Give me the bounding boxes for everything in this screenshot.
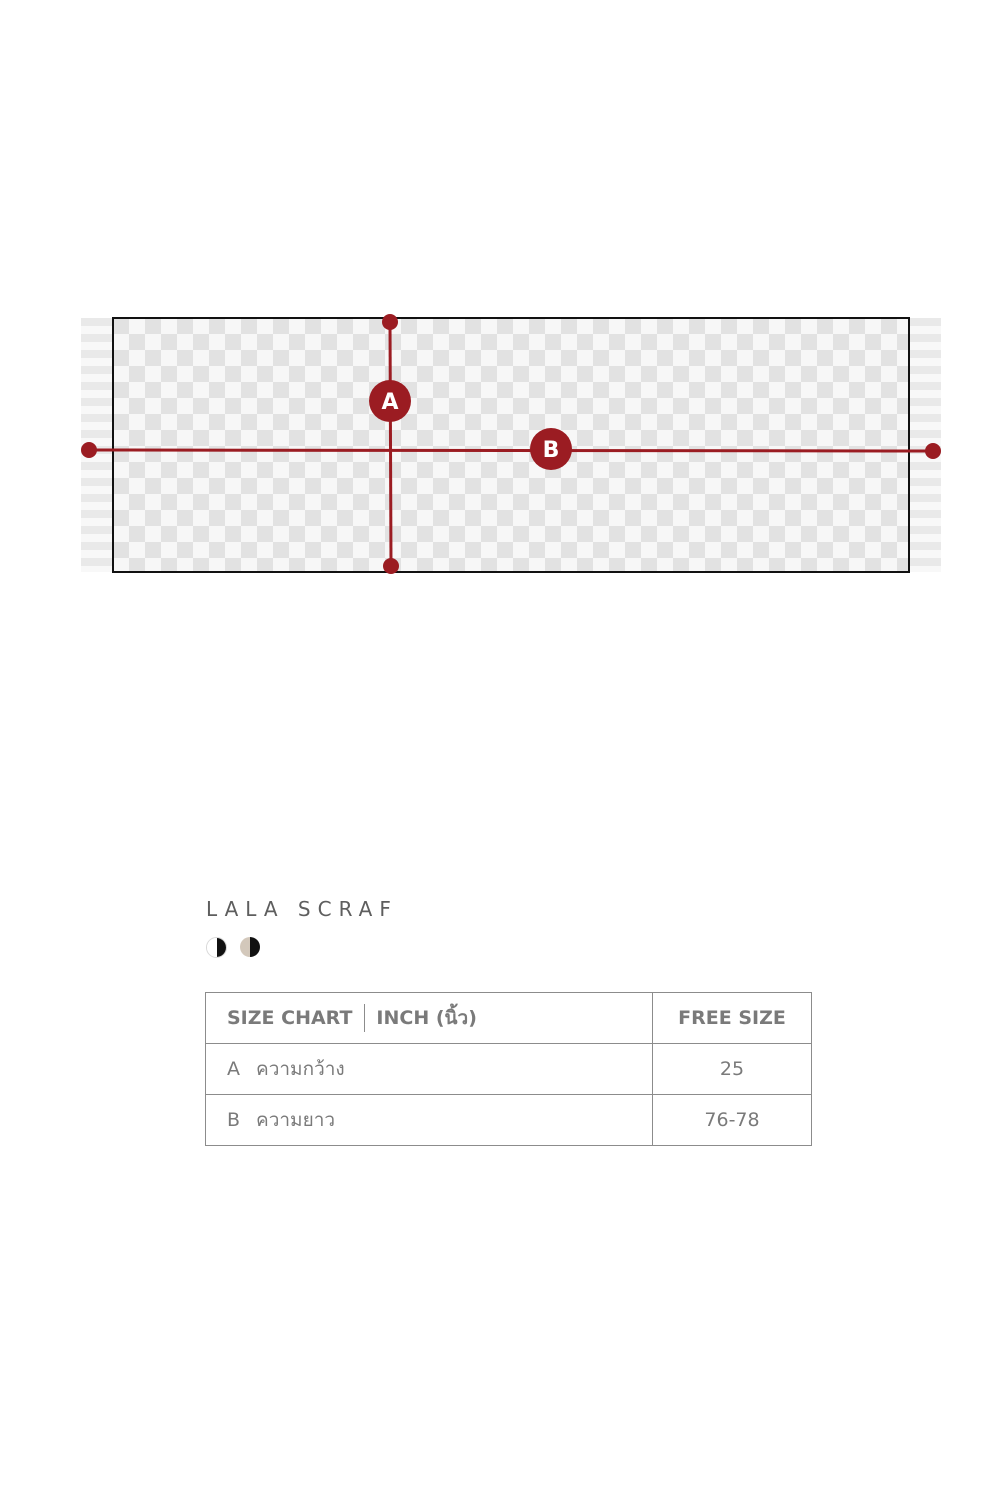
header-divider bbox=[364, 1004, 365, 1032]
measure-endpoint-bottom bbox=[383, 558, 399, 574]
measure-line-length bbox=[89, 450, 933, 451]
swatch-beige-black bbox=[240, 937, 260, 957]
marker-a-label: A bbox=[381, 390, 399, 415]
scarf-outline bbox=[113, 318, 909, 572]
table-row bbox=[206, 1095, 812, 1146]
measure-endpoint-left bbox=[81, 442, 97, 458]
size-chart-label: SIZE CHART bbox=[227, 1007, 353, 1029]
row-code: B bbox=[227, 1109, 241, 1131]
row-label: ความยาว bbox=[256, 1109, 336, 1131]
table-row bbox=[206, 1044, 812, 1095]
row-label: ความกว้าง bbox=[256, 1058, 345, 1080]
scarf-diagram bbox=[0, 0, 1000, 700]
measure-endpoint-right bbox=[925, 443, 941, 459]
product-title: LALA SCRAF bbox=[206, 897, 398, 921]
row-label-cell bbox=[206, 1044, 653, 1095]
row-value: 25 bbox=[653, 1044, 812, 1095]
free-size-header: FREE SIZE bbox=[653, 993, 812, 1044]
measure-line-width bbox=[390, 322, 391, 566]
size-chart-header-cell bbox=[206, 993, 653, 1044]
row-label-cell bbox=[206, 1095, 653, 1146]
row-value: 76-78 bbox=[653, 1095, 812, 1146]
measure-endpoint-top bbox=[382, 314, 398, 330]
size-chart-table bbox=[205, 992, 812, 1146]
swatch-white-black bbox=[206, 937, 227, 958]
size-chart-header-row bbox=[206, 993, 812, 1044]
row-code: A bbox=[227, 1058, 240, 1080]
marker-b-label: B bbox=[542, 438, 560, 463]
size-chart-unit: INCH (นิ้ว) bbox=[376, 1007, 477, 1029]
